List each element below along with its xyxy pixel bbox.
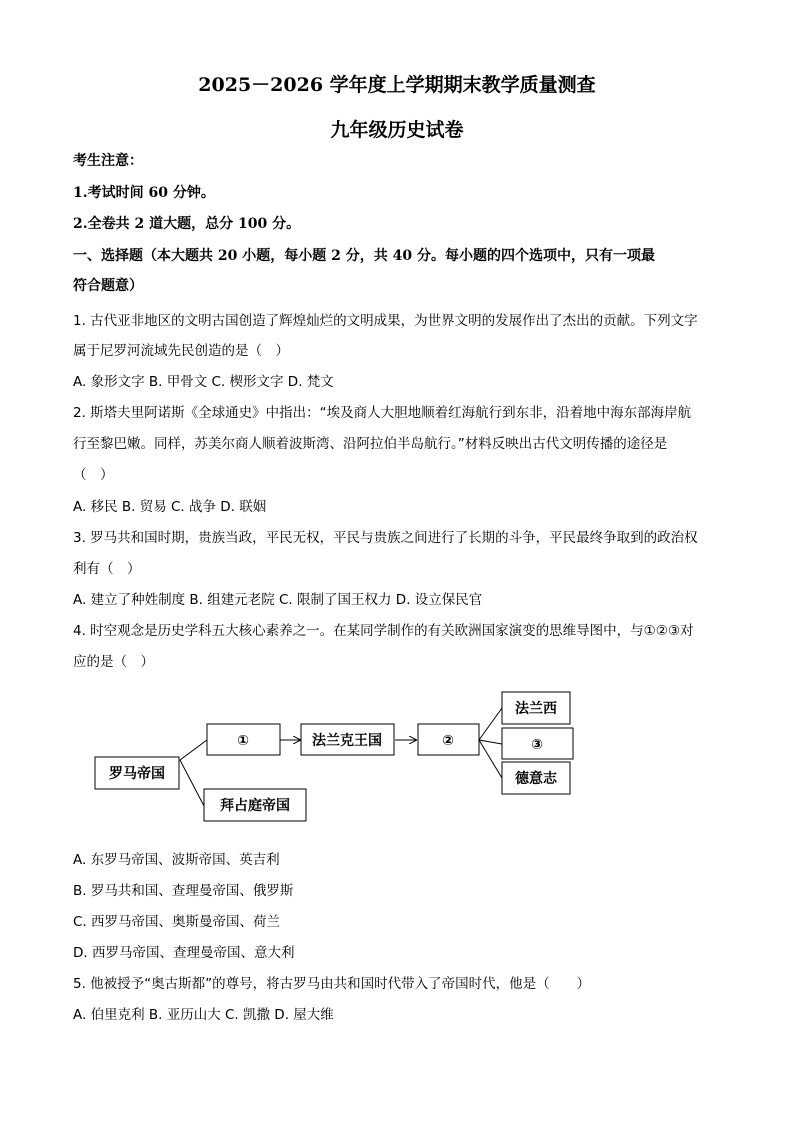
label-roman-empire: 罗马帝国 bbox=[109, 766, 165, 782]
q4-stem-cont: 应的是（ ） bbox=[73, 654, 154, 670]
notice-item-2: 2.全卷共 2 道大题，总分 100 分。 bbox=[73, 216, 301, 232]
q1-stem: 1. 古代亚非地区的文明古国创造了辉煌灿烂的文明成果，为世界文明的发展作出了杰出的贡献。下列文字 bbox=[73, 313, 698, 329]
section-heading-cont: 符合题意） bbox=[73, 278, 143, 294]
exam-title: 2025－2026 学年度上学期期末教学质量测查 bbox=[198, 74, 596, 96]
q4-option-b: B. 罗马共和国、查理曼帝国、俄罗斯 bbox=[73, 883, 294, 899]
q4-stem: 4. 时空观念是历史学科五大核心素养之一。在某同学制作的有关欧洲国家演变的思维导图中，与①②③对 bbox=[73, 623, 694, 639]
q3-options: A. 建立了种姓制度 B. 组建元老院 C. 限制了国王权力 D. 设立保民官 bbox=[73, 592, 483, 608]
q4-option-d: D. 西罗马帝国、查理曼帝国、意大利 bbox=[73, 945, 295, 961]
exam-subtitle: 九年级历史试卷 bbox=[330, 119, 464, 141]
q5-stem: 5. 他被授予“奥古斯都”的尊号，将古罗马由共和国时代带入了帝国时代，他是（ ） bbox=[73, 976, 591, 992]
q4-option-a: A. 东罗马帝国、波斯帝国、英吉利 bbox=[73, 852, 280, 868]
q2-stem-cont-2: （ ） bbox=[73, 467, 114, 483]
label-frankish: 法兰克王国 bbox=[312, 733, 382, 749]
label-blank-1: ① bbox=[237, 733, 249, 749]
label-france: 法兰西 bbox=[515, 701, 557, 717]
notice-heading: 考生注意： bbox=[73, 153, 143, 169]
label-germany: 德意志 bbox=[515, 771, 557, 787]
q2-options: A. 移民 B. 贸易 C. 战争 D. 联姻 bbox=[73, 499, 267, 515]
q2-stem: 2. 斯塔夫里阿诺斯《全球通史》中指出：“埃及商人大胆地顺着红海航行到东非，沿着地中海东部海岸航 bbox=[73, 405, 692, 421]
label-blank-2: ② bbox=[442, 733, 454, 749]
q2-stem-cont: 行至黎巴嫩。同样，苏美尔商人顺着波斯湾、沿阿拉伯半岛航行。”材料反映出古代文明传播的途径是 bbox=[73, 436, 668, 452]
q4-option-c: C. 西罗马帝国、奥斯曼帝国、荷兰 bbox=[73, 914, 281, 930]
q5-options: A. 伯里克利 B. 亚历山大 C. 凯撒 D. 屋大维 bbox=[73, 1007, 334, 1023]
notice-item-1: 1.考试时间 60 分钟。 bbox=[73, 185, 215, 201]
section-heading: 一、选择题（本大题共 20 小题，每小题 2 分，共 40 分。每小题的四个选项中，只有一项最 bbox=[73, 248, 655, 264]
q1-stem-cont: 属于尼罗河流域先民创造的是（ ） bbox=[73, 343, 289, 359]
q3-stem-cont: 利有（ ） bbox=[73, 561, 141, 577]
q4-mind-map bbox=[0, 688, 794, 828]
q1-options: A. 象形文字 B. 甲骨文 C. 楔形文字 D. 梵文 bbox=[73, 374, 334, 390]
label-blank-3: ③ bbox=[531, 737, 543, 753]
q3-stem: 3. 罗马共和国时期，贵族当政，平民无权，平民与贵族之间进行了长期的斗争，平民最终争取到的政治权 bbox=[73, 530, 698, 546]
label-byzantine: 拜占庭帝国 bbox=[220, 798, 290, 814]
